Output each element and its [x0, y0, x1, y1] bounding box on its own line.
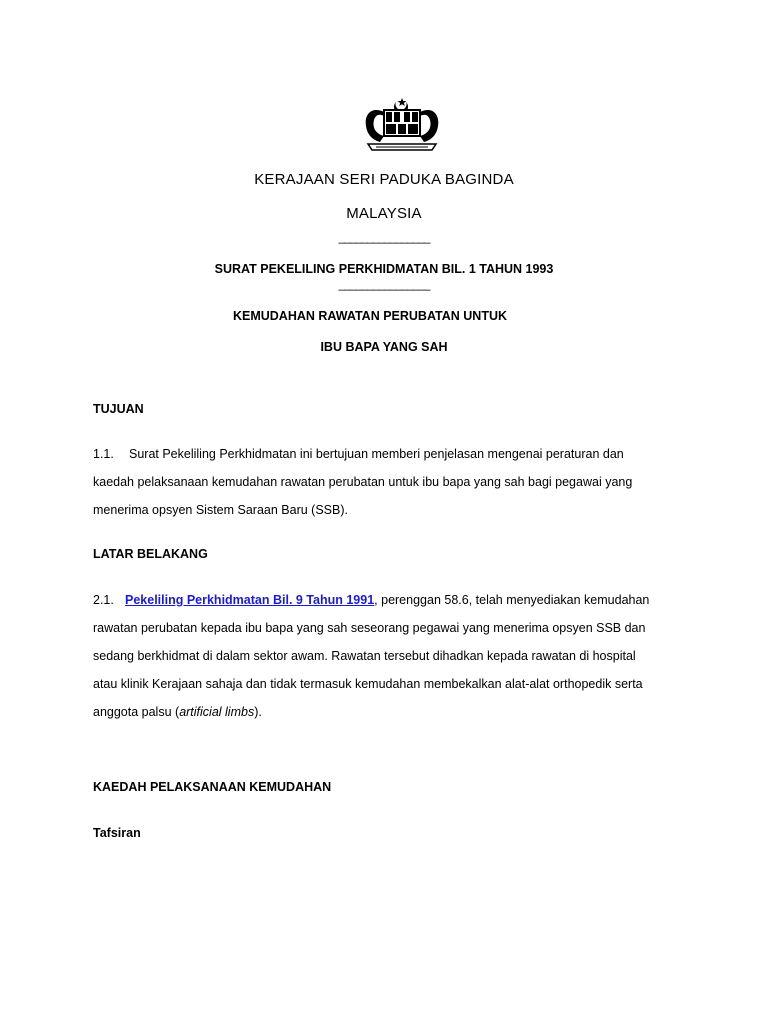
- divider-top: ________________: [338, 230, 430, 244]
- paragraph-number: 2.1.: [93, 593, 114, 607]
- paragraph-2-1-line: atau klinik Kerajaan sahaja dan tidak termasuk kemudahan membekalkan alat-alat orthopedik serta: [93, 677, 643, 691]
- paragraph-2-1-line: 2.1. Pekeliling Perkhidmatan Bil. 9 Tahun 1991, perenggan 58.6, telah menyediakan kemudahan: [93, 593, 650, 607]
- paragraph-2-1-line: rawatan perubatan kepada ibu bapa yang sah seseorang pegawai yang menerima opsyen SSB dan: [93, 621, 646, 635]
- paragraph-number: 1.1.: [93, 447, 114, 461]
- coat-of-arms-icon: [358, 96, 446, 152]
- document-title: KERAJAAN SERI PADUKA BAGINDA: [254, 171, 514, 188]
- paragraph-1-1-line: 1.1. Surat Pekeliling Perkhidmatan ini bertujuan memberi penjelasan mengenai peraturan dan: [93, 447, 624, 461]
- subsection-heading-tafsiran: Tafsiran: [93, 826, 141, 840]
- paragraph-2-1-line: anggota palsu (artificial limbs).: [93, 705, 262, 719]
- section-heading-kaedah: KAEDAH PELAKSANAAN KEMUDAHAN: [93, 780, 332, 794]
- section-heading-tujuan: TUJUAN: [93, 402, 144, 416]
- document-title-country: MALAYSIA: [346, 205, 422, 222]
- circular-number: SURAT PEKELILING PERKHIDMATAN BIL. 1 TAHUN 1993: [214, 262, 554, 276]
- section-heading-latar-belakang: LATAR BELAKANG: [93, 547, 208, 561]
- circular-reference-link[interactable]: Pekeliling Perkhidmatan Bil. 9 Tahun 1991: [125, 593, 375, 607]
- paragraph-1-1-line: kaedah pelaksanaan kemudahan rawatan perubatan untuk ibu bapa yang sah bagi pegawai yang: [93, 475, 633, 489]
- paragraph-1-1-line: menerima opsyen Sistem Saraan Baru (SSB).: [93, 503, 348, 517]
- subject-line-1: KEMUDAHAN RAWATAN PERUBATAN UNTUK: [232, 309, 508, 323]
- emphasis-text: artificial limbs: [179, 705, 255, 719]
- paragraph-2-1-line: sedang berkhidmat di dalam sektor awam. Rawatan tersebut dihadkan kepada rawatan di hospital: [93, 649, 636, 663]
- subject-line-2: IBU BAPA YANG SAH: [320, 340, 448, 354]
- divider-bottom: ________________: [338, 277, 430, 291]
